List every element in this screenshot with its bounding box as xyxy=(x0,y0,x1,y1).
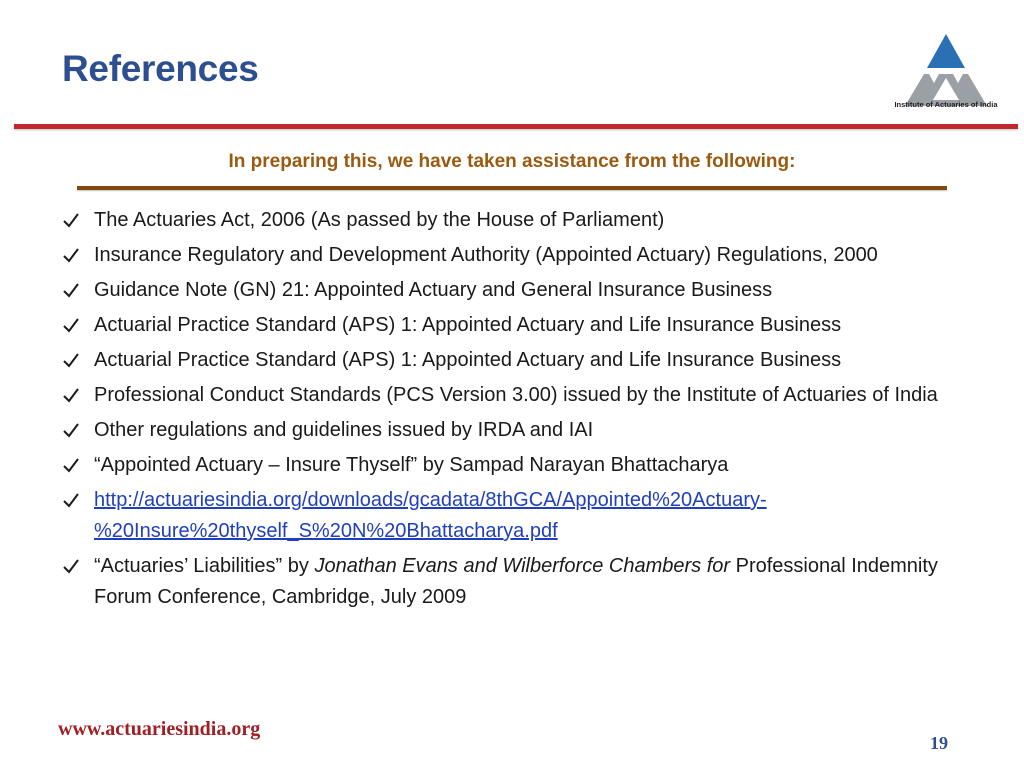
page-title: References xyxy=(62,48,259,89)
reference-text: Insurance Regulatory and Development Authority (Appointed Actuary) Regulations, 2000 xyxy=(94,244,878,266)
subtitle: In preparing this, we have taken assistance from the following: xyxy=(228,151,796,172)
list-item xyxy=(62,551,982,613)
checkmark-icon xyxy=(62,281,80,299)
list-item xyxy=(62,450,982,481)
checkmark-icon xyxy=(62,456,80,474)
checkmark-icon xyxy=(62,386,80,404)
references-list xyxy=(62,205,982,617)
checkmark-icon xyxy=(62,351,80,369)
header-divider xyxy=(14,124,1018,129)
list-item xyxy=(62,310,982,341)
list-item xyxy=(62,415,982,446)
list-item xyxy=(62,380,982,411)
reference-text: “Appointed Actuary – Insure Thyself” by Sampad Narayan Bhattacharya xyxy=(94,454,729,476)
reference-text: Guidance Note (GN) 21: Appointed Actuary and General Insurance Business xyxy=(94,279,773,301)
list-item xyxy=(62,485,982,547)
checkmark-icon xyxy=(62,246,80,264)
list-item xyxy=(62,205,982,236)
list-item xyxy=(62,275,982,306)
list-item xyxy=(62,240,982,271)
checkmark-icon xyxy=(62,316,80,334)
reference-text-suffix: Professional Indemnity Forum Conference, Cambridge, July 2009 xyxy=(94,555,938,608)
checkmark-icon xyxy=(62,557,80,575)
subtitle-divider xyxy=(77,186,947,190)
reference-text: Actuarial Practice Standard (APS) 1: Appointed Actuary and Life Insurance Business xyxy=(94,349,842,371)
checkmark-icon xyxy=(62,421,80,439)
checkmark-icon xyxy=(62,211,80,229)
reference-text-prefix: “Actuaries’ Liabilities” by xyxy=(94,555,315,577)
reference-link[interactable]: http://actuariesindia.org/downloads/gcadata/8thGCA/Appointed%20Actuary-%20Insure%20thyself_S%20N%20Bhattacharya.pdf xyxy=(94,489,767,542)
footer-website: www.actuariesindia.org xyxy=(58,718,261,740)
reference-text: Actuarial Practice Standard (APS) 1: Appointed Actuary and Life Insurance Business xyxy=(94,314,842,336)
reference-text: Professional Conduct Standards (PCS Version 3.00) issued by the Institute of Actuaries of India xyxy=(94,384,938,406)
page-number: 19 xyxy=(930,733,948,753)
reference-text: The Actuaries Act, 2006 (As passed by the House of Parliament) xyxy=(94,209,665,231)
reference-text: Other regulations and guidelines issued by IRDA and IAI xyxy=(94,419,594,441)
reference-text-italic: Jonathan Evans and Wilberforce Chambers for xyxy=(314,555,731,577)
logo-caption: Institute of Actuaries of India xyxy=(894,100,998,109)
checkmark-icon xyxy=(62,491,80,509)
list-item xyxy=(62,345,982,376)
